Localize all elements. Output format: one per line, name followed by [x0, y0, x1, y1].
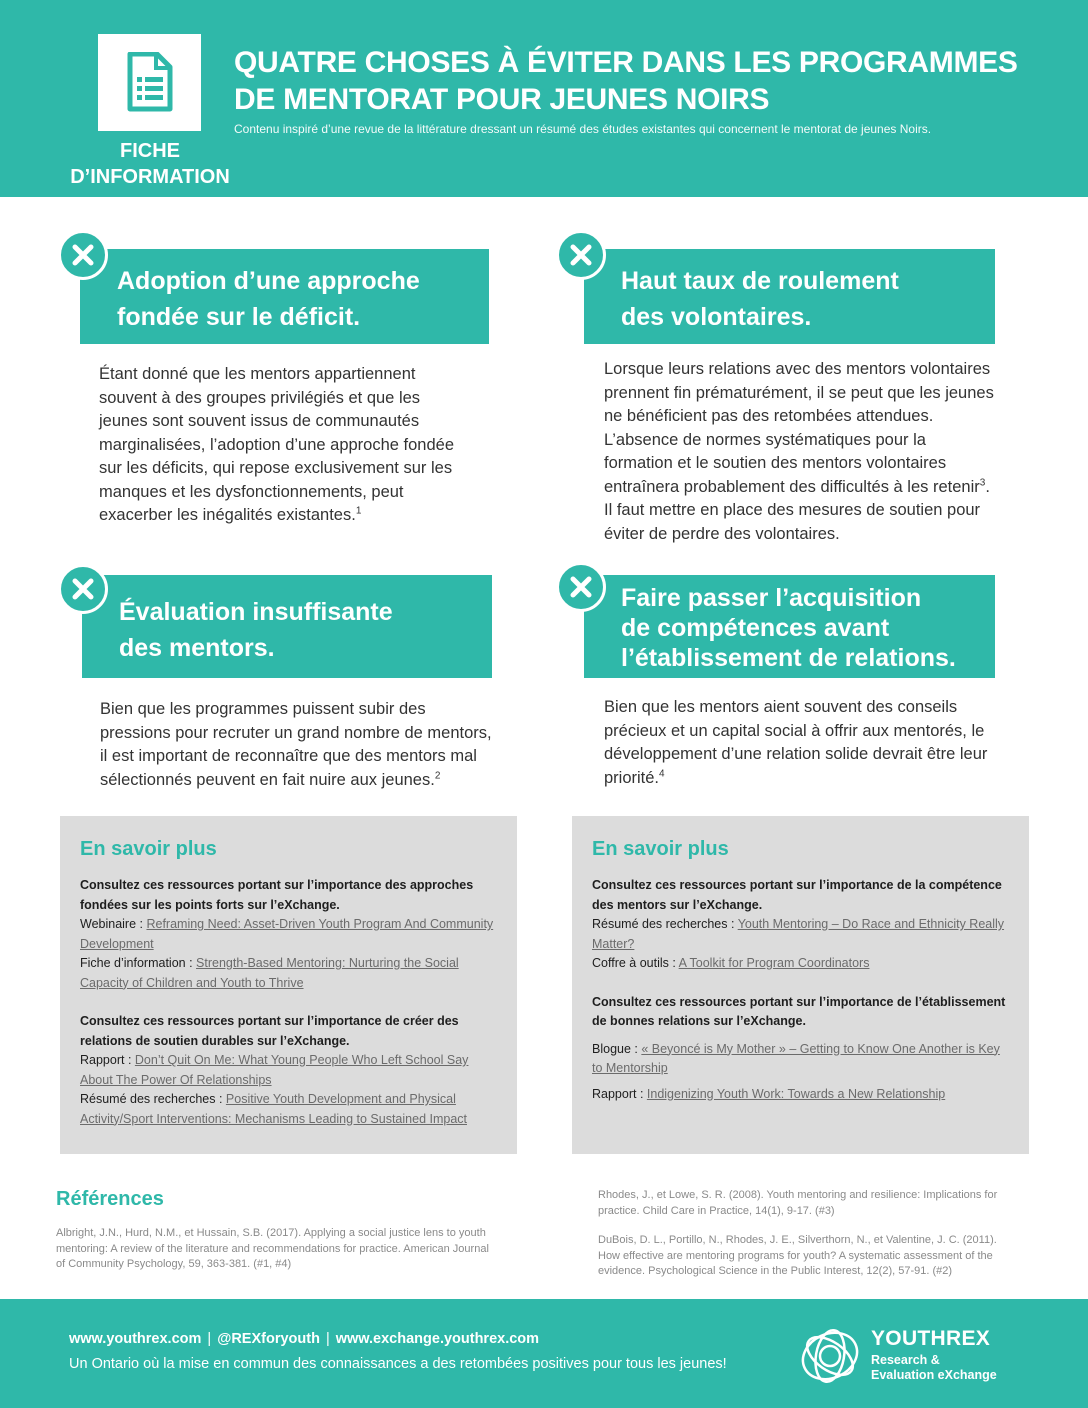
- x-icon-badge: [58, 230, 108, 280]
- resource-item: [80, 915, 497, 954]
- fact-sheet-label: [60, 138, 240, 190]
- document-list-icon: [127, 52, 173, 112]
- section-evaluation-title: [82, 575, 492, 678]
- exchange-link[interactable]: www.exchange.youthrex.com: [335, 1331, 540, 1347]
- resource-intro: Consultez ces ressources portant sur l’importance de la compétence des mentors sur l’eXchange.: [592, 878, 1002, 912]
- section-deficit-title: [80, 249, 489, 344]
- link-separator: |: [207, 1331, 212, 1347]
- resource-item: [592, 1085, 1009, 1105]
- fact-sheet-label-line1: FICHE: [120, 140, 180, 162]
- resource-item: [592, 1040, 1009, 1079]
- resource-intro: Consultez ces ressources portant sur l’importance des approches fondées sur les points forts sur l’eXchange.: [80, 878, 474, 912]
- resource-link[interactable]: Youth Mentoring – Do Race and Ethnicity Really Matter?: [592, 917, 1005, 951]
- learn-more-panel-left: [60, 816, 517, 1154]
- section-turnover-body: [604, 358, 999, 546]
- resource-item: [80, 1051, 497, 1090]
- section-evaluation-body: [100, 698, 500, 792]
- resource-item: [592, 915, 1009, 954]
- section-title-line: Faire passer l’acquisition: [621, 584, 922, 612]
- resource-label: Coffre à outils :: [592, 956, 679, 970]
- resource-intro: Consultez ces ressources portant sur l’importance de l’établissement de bonnes relations sur l’eXchange.: [592, 994, 1006, 1028]
- document-icon-box: [98, 34, 201, 131]
- resource-label: Rapport :: [592, 1086, 647, 1101]
- x-icon: [71, 577, 95, 601]
- link-separator: |: [325, 1331, 330, 1347]
- x-icon-badge: [556, 562, 606, 612]
- resource-link[interactable]: Indigenizing Youth Work: Towards a New Relationship: [646, 1086, 946, 1101]
- section-body-text: Lorsque leurs relations avec des mentors volontaires prennent fin prématurément, il se peut que les jeunes ne bénéficient pas des retombées attendues. L’absence de normes systématiques pour la formation et le soutien des mentors volontaires entraînera probablement des difficultés à les retenir: [604, 360, 994, 496]
- resource-intro: Consultez ces ressources portant sur l’importance de créer des relations de soutien durables sur l’eXchange.: [80, 1014, 459, 1048]
- page-title-line1: QUATRE CHOSES À ÉVITER DANS LES PROGRAMMES: [234, 46, 1018, 79]
- x-icon: [71, 243, 95, 267]
- learn-more-heading: En savoir plus: [80, 838, 217, 860]
- section-body-text: Bien que les programmes puissent subir des pressions pour recruter un grand nombre de mentors, il est important de reconnaître que des mentors mal sélectionnés peuvent en fait nuire aux jeunes.: [100, 700, 492, 789]
- footer-tagline: Un Ontario où la mise en commun des connaissances a des retombées positives pour tous les jeunes!: [69, 1356, 727, 1372]
- resource-label: Blogue :: [592, 1041, 642, 1056]
- logo-subtitle-line2: Evaluation eXchange: [871, 1368, 997, 1382]
- resource-label: Rapport :: [80, 1053, 135, 1067]
- resource-link[interactable]: A Toolkit for Program Coordinators: [678, 956, 870, 970]
- section-body-text: Étant donné que les mentors appartiennent souvent à des groupes privilégiés et que les jeunes sont souvent issus de communautés marginalisées, l’adoption d’une approche fondée sur les déficits, qui repose exclusivement sur les manques et les dysfonctionnements, peut exacerber les inégalités existantes.: [99, 365, 454, 524]
- section-body-text: . Il faut mettre en place des mesures de soutien pour éviter de perdre des volontaires.: [604, 477, 990, 543]
- section-title-line: Adoption d’une approche: [117, 267, 420, 295]
- footer-links: [69, 1330, 539, 1348]
- section-title-line: l’établissement de relations.: [621, 644, 956, 672]
- fact-sheet-label-line2: D’INFORMATION: [70, 166, 230, 188]
- x-icon-badge: [556, 230, 606, 280]
- learn-more-panel-right: [572, 816, 1029, 1154]
- logo-name: YOUTHREX: [871, 1327, 991, 1350]
- section-skills-body: [604, 696, 994, 790]
- footnote-marker: 4: [659, 768, 665, 779]
- footnote-marker: 3: [979, 477, 986, 488]
- x-icon-badge: [58, 564, 108, 614]
- website-link[interactable]: www.youthrex.com: [69, 1331, 202, 1347]
- footnote-marker: 2: [434, 770, 441, 781]
- resource-link[interactable]: Positive Youth Development and Physical Activity/Sport Interventions: Mechanisms Leading to Sustained Impact: [80, 1092, 467, 1126]
- section-skills-title: [584, 575, 995, 678]
- resource-label: Webinaire :: [80, 917, 147, 931]
- logo-subtitle: [871, 1353, 997, 1383]
- resource-link[interactable]: « Beyoncé is My Mother » – Getting to Know One Another is Key to Mentorship: [592, 1041, 1000, 1075]
- logo-subtitle-line1: Research &: [871, 1353, 940, 1367]
- section-deficit-body: [99, 363, 469, 528]
- footnote-marker: 1: [355, 505, 362, 517]
- page-subtitle: Contenu inspiré d’une revue de la littérature dressant un résumé des études existantes qui concernent le mentorat de jeunes Noirs.: [234, 122, 932, 136]
- x-icon: [569, 575, 593, 599]
- page-title: [234, 44, 1054, 118]
- resource-label: Résumé des recherches :: [592, 917, 738, 931]
- page-title-line2: DE MENTORAT POUR JEUNES NOIRS: [234, 83, 770, 116]
- reference-item: DuBois, D. L., Portillo, N., Rhodes, J. E., Silverthorn, N., et Valentine, J. C. (2011). How effective are mentoring programs for youth? A systematic assessment of the evidence. Psychological Science in the Public Interest, 12(2), 57-91. (#2): [598, 1234, 997, 1277]
- resource-item: [80, 1090, 497, 1129]
- section-title-line: des mentors.: [119, 634, 275, 662]
- section-turnover-title: [584, 249, 995, 344]
- section-title-line: Haut taux de roulement: [621, 267, 899, 295]
- section-title-line: de compétences avant: [621, 614, 890, 642]
- twitter-link[interactable]: @REXforyouth: [217, 1331, 320, 1347]
- resource-label: Fiche d’information :: [80, 956, 197, 970]
- learn-more-heading: En savoir plus: [592, 838, 729, 860]
- globe-orbit-icon: [798, 1326, 862, 1386]
- resource-link[interactable]: Don’t Quit On Me: What Young People Who Left School Say About The Power Of Relationships: [80, 1053, 469, 1087]
- x-icon: [569, 243, 593, 267]
- resource-link[interactable]: Reframing Need: Asset-Driven Youth Program And Community Development: [80, 917, 494, 951]
- section-title-line: fondée sur le déficit.: [117, 303, 361, 331]
- resource-link[interactable]: Strength-Based Mentoring: Nurturing the Social Capacity of Children and Youth to Thrive: [80, 956, 459, 990]
- section-body-text: Bien que les mentors aient souvent des conseils précieux et un capital social à offrir aux mentorés, le développement d’une relation solide devrait être leur priorité.: [604, 698, 988, 787]
- section-title-line: des volontaires.: [621, 303, 812, 331]
- section-title-line: Évaluation insuffisante: [119, 598, 393, 626]
- reference-item: Rhodes, J., et Lowe, S. R. (2008). Youth mentoring and resilience: Implications for practice. Child Care in Practice, 14(1), 9-17. (#3): [598, 1189, 998, 1217]
- reference-item: Albright, J.N., Hurd, N.M., et Hussain, S.B. (2017). Applying a social justice lens to youth mentoring: A review of the literature and recommendations for practice. American Journal of Community Psychology, 59, 363-381. (#1, #4): [56, 1227, 489, 1270]
- references-heading: Références: [56, 1188, 164, 1210]
- resource-label: Résumé des recherches :: [80, 1092, 226, 1106]
- resource-item: [592, 954, 1009, 974]
- resource-item: [80, 954, 497, 993]
